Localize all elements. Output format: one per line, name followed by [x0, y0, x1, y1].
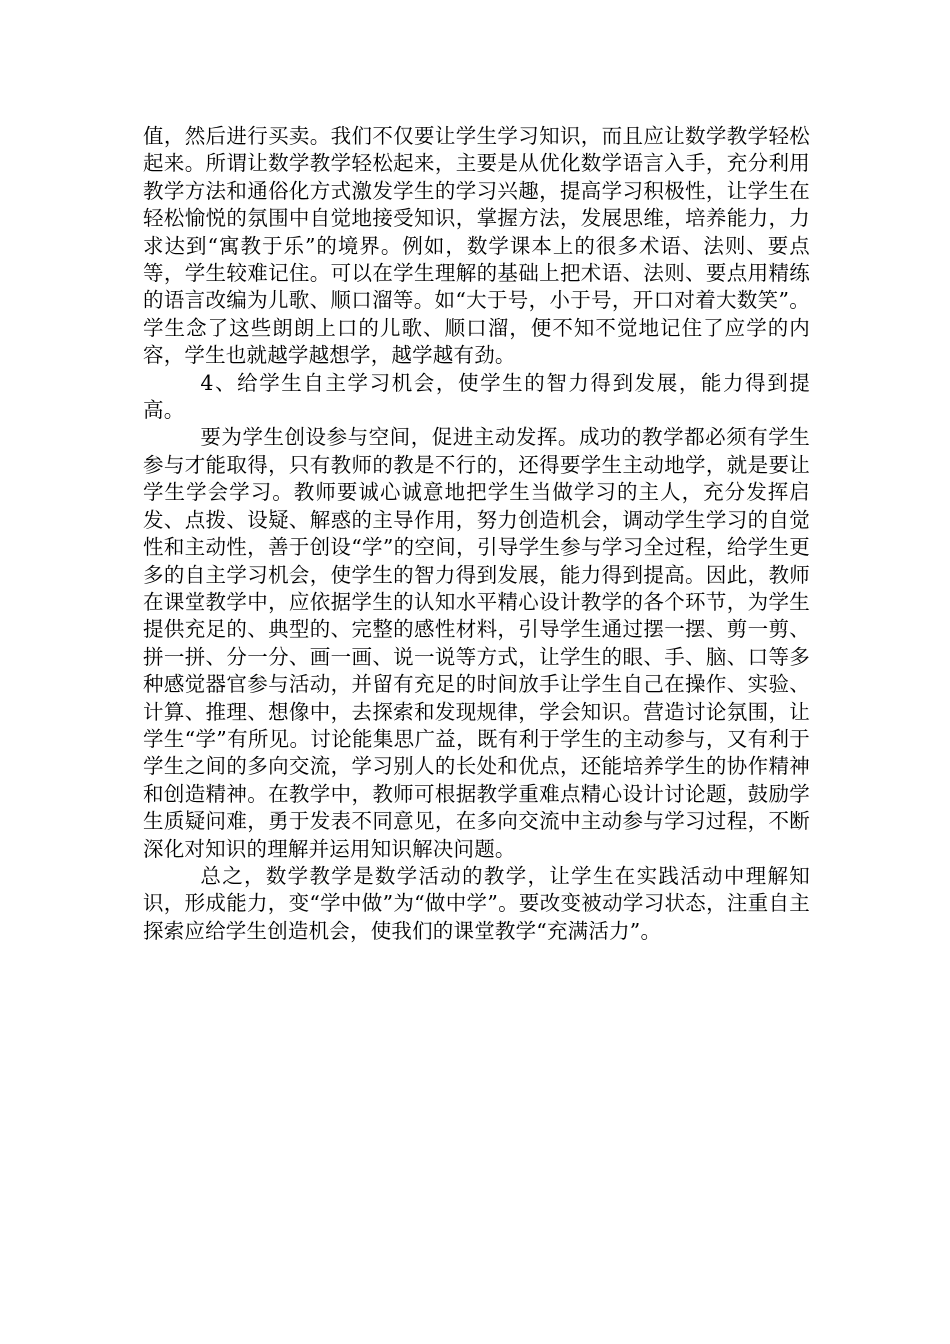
paragraph-participation: 要为学生创设参与空间，促进主动发挥。成功的教学都必须有学生参与才能取得，只有教师的教是不行的，还得要学生主动地学，就是要让学生学会学习。教师要诚心诚意地把学生当做学习的主人，充分发挥启发、点拨、设疑、解惑的主导作用，努力创造机会，调动学生学习的自觉性和主动性，善于创设“学”的空间，引导学生参与学习全过程，给学生更多的自主学习机会，使学生的智力得到发展，能力得到提高。因此，教师在课堂教学中，应依据学生的认知水平精心设计教学的各个环节，为学生提供充足的、典型的、完整的感性材料，引导学生通过摆一摆、剪一剪、拼一拼、分一分、画一画、说一说等方式，让学生的眼、手、脑、口等多种感觉器官参与活动，并留有充足的时间放手让学生自己在操作、实验、计算、推理、想像中，去探索和发现规律，学会知识。营造讨论氛围，让学生“学”有所见。讨论能集思广益，既有利于学生的主动参与，又有利于学生之间的多向交流，学习别人的长处和优点，还能培养学生的协作精神和创造精神。在教学中，教师可根据教学重难点精心设计讨论题，鼓励学生质疑问难，勇于发表不同意见，在多向交流中主动参与学习过程，不断深化对知识的理解并运用知识解决问题。	[143, 425, 810, 861]
document-body	[143, 123, 810, 945]
paragraph-conclusion: 总之，数学教学是数学活动的教学，让学生在实践活动中理解知识，形成能力，变“学中做”为“做中学”。要改变被动学习状态，注重自主探索应给学生创造机会，使我们的课堂教学“充满活力”。	[143, 863, 810, 943]
section-heading-4: 4、给学生自主学习机会，使学生的智力得到发展，能力得到提高。	[143, 370, 810, 423]
paragraph-continuation: 值，然后进行买卖。我们不仅要让学生学习知识，而且应让数学教学轻松起来。所谓让数学教学轻松起来，主要是从优化数学语言入手，充分利用教学方法和通俗化方式激发学生的学习兴趣，提高学习积极性，让学生在轻松愉悦的氛围中自觉地接受知识，掌握方法，发展思维，培养能力，力求达到“寓教于乐”的境界。例如，数学课本上的很多术语、法则、要点等，学生较难记住。可以在学生理解的基础上把术语、法则、要点用精练的语言改编为儿歌、顺口溜等。如“大于号，小于号，开口对着大数笑”。学生念了这些朗朗上口的儿歌、顺口溜，便不知不觉地记住了应学的内容，学生也就越学越想学，越学越有劲。	[143, 124, 810, 368]
